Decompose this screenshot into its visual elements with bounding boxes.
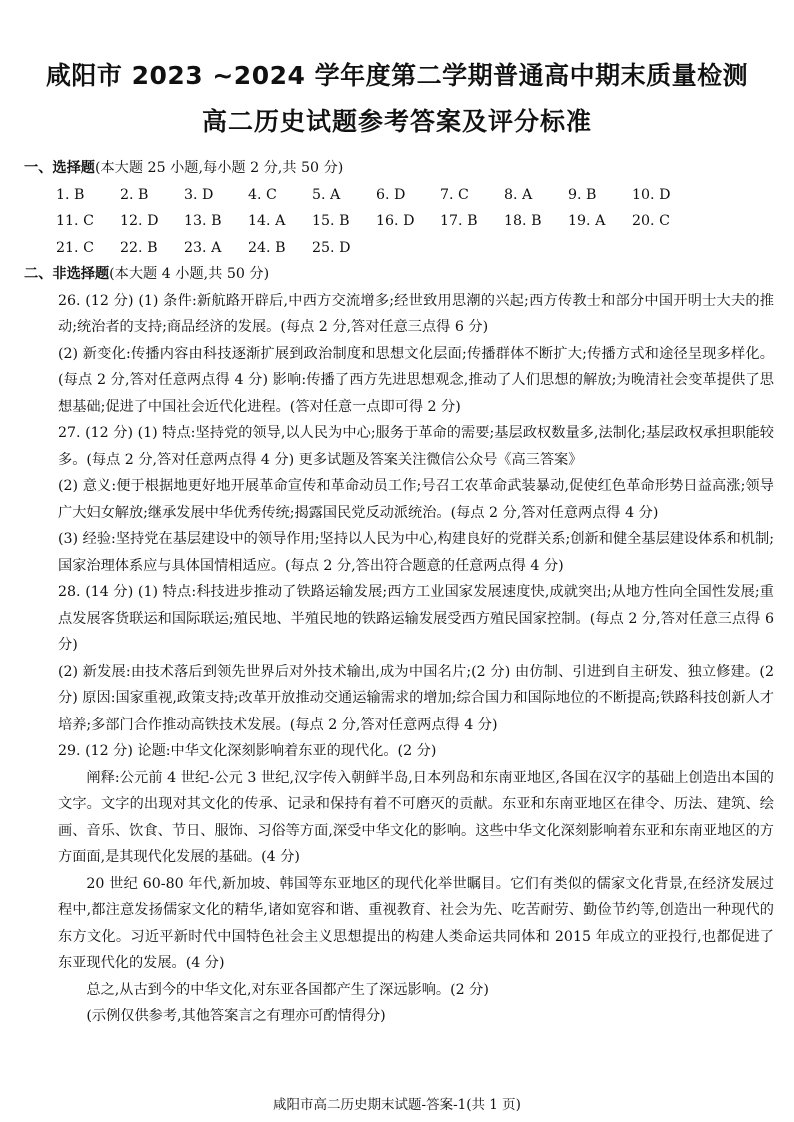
answer-content — [24, 155, 774, 1030]
answer-item: 14. A — [248, 213, 286, 229]
q28-part2: (2) 新发展:由技术落后到领先世界后对外技术输出,成为中国名片;(2 分) 由仿制、引进到自主研发、独立修建。(2 分) 原因:国家重视,政策支持;改革开放推动交通运输需求的增加;综合国力和国际地位的不断提高;铁路科技创新人才培养;多部门合作推动高铁技术发展。(每点 2 分,答对任意两点得 4 分) — [58, 663, 774, 733]
answer-row-2 — [24, 208, 774, 235]
answer-item: 4. C — [248, 186, 277, 203]
answer-item: 18. B — [504, 213, 542, 229]
answer-item: 17. B — [440, 213, 478, 229]
answer-item: 24. B — [248, 239, 286, 256]
answer-item: 5. A — [312, 186, 341, 203]
answer-item: 2. B — [120, 186, 149, 203]
q26-part1: 26. (12 分) (1) 条件:新航路开辟后,中西方交流增多;经世致用思潮的兴起;西方传教士和部分中国开明士大夫的推动;统治者的支持;商品经济的发展。(每点 2 分,答对任意三点得 6 分) — [58, 292, 774, 335]
answer-item: 6. D — [376, 186, 406, 203]
answer-item: 20. C — [632, 213, 670, 229]
answer-item: 22. B — [120, 239, 158, 256]
q27-part1: 27. (12 分) (1) 特点:坚持党的领导,以人民为中心;服务于革命的需要;基层政权数量多,法制化;基层政权承担职能较多。(每点 2 分,答对任意两点得 4 分) 更多试题及答案关注微信公众号《高三答案》 — [58, 425, 774, 468]
answer-item: 12. D — [120, 213, 159, 229]
answer-item: 10. D — [632, 186, 671, 203]
q27-part2: (2) 意义:便于根据地更好地开展革命宣传和革命动员工作;号召工农革命武装暴动,促使红色革命形势日益高涨;领导广大妇女解放;继承发展中华优秀传统;揭露国民党反动派统治。(每点 2 分,答对任意两点得 4 分) — [58, 478, 774, 521]
answer-item: 3. D — [184, 186, 214, 203]
answer-item: 9. B — [568, 186, 597, 203]
q29-note: (示例仅供参考,其他答案言之有理亦可酌情得分) — [86, 1008, 386, 1024]
q27-part3: (3) 经验:坚持党在基层建设中的领导作用;坚持以人民为中心,构建良好的党群关系;创新和健全基层建设体系和机制;国家治理体系应与具体国情相适应。(每点 2 分,答出符合题意的任意两点得 4 分) — [58, 531, 774, 574]
answer-item: 16. D — [376, 213, 415, 229]
answer-item: 25. D — [312, 239, 351, 256]
q29-thesis: 29. (12 分) 论题:中华文化深刻影响着东亚的现代化。(2 分) — [58, 743, 437, 759]
answer-item: 21. C — [56, 239, 94, 256]
q29-explanation: 阐释:公元前 4 世纪-公元 3 世纪,汉字传入朝鲜半岛,日本列岛和东南亚地区,各国在汉字的基础上创造出本国的文字。文字的出现对其文化的传承、记录和保持有着不可磨灭的贡献。东亚和东南亚地区在律令、历法、建筑、绘画、音乐、饮食、节日、服饰、习俗等方面,深受中华文化的影响。这些中华文化深刻影响着东亚和东南亚地区的方方面面,是其现代化发展的基础。(4 分) — [58, 769, 774, 865]
answer-item: 7. C — [440, 186, 469, 203]
promo-text: 更多试题及答案关注微信公众号《高三答案》 — [294, 451, 583, 468]
document-title: 咸阳市 2023 ~2024 学年度第二学期普通高中期末质量检测 — [45, 61, 749, 90]
answer-row-1 — [24, 182, 774, 209]
answer-item: 19. A — [568, 213, 606, 229]
answer-item: 23. A — [184, 239, 222, 256]
answer-item: 13. B — [184, 213, 222, 229]
answer-item: 11. C — [56, 213, 94, 229]
section-1-heading: 一、选择题(本大题 25 小题,每小题 2 分,共 50 分) — [24, 160, 344, 176]
document-subtitle: 高二历史试题参考答案及评分标准 — [201, 107, 592, 136]
answer-item: 1. B — [56, 186, 85, 203]
answer-row-3 — [24, 235, 774, 262]
q28-part1: 28. (14 分) (1) 特点:科技进步推动了铁路运输发展;西方工业国家发展速度快,成就突出;从地方性向全国性发展;重点发展客货联运和国际联运;殖民地、半殖民地的铁路运输发展受西方殖民国家控制。(每点 2 分,答对任意三点得 6 分) — [58, 584, 774, 653]
q29-conclusion: 总之,从古到今的中华文化,对东亚各国都产生了深远影响。(2 分) — [86, 981, 489, 998]
section-2-heading: 二、非选择题(本大题 4 小题,共 50 分) — [24, 266, 270, 282]
q29-modern: 20 世纪 60-80 年代,新加坡、韩国等东亚地区的现代化举世瞩目。它们有类似的儒家文化背景,在经济发展过程中,都注意发扬儒家文化的精华,诸如宽容和谐、重视教育、社会为先、吃苦耐劳、勤俭节约等,创造出一种现代的东方文化。习近平新时代中国特色社会主义思想提出的构建人类命运共同体和 2015 年成立的亚投行,也都促进了东亚现代化的发展。(4 分) — [58, 875, 774, 971]
page-footer: 咸阳市高二历史期末试题-答案-1(共 1 页) — [273, 1097, 521, 1113]
q26-part2: (2) 新变化:传播内容由科技逐渐扩展到政治制度和思想文化层面;传播群体不断扩大;传播方式和途径呈现多样化。(每点 2 分,答对任意两点得 4 分) 影响:传播了西方先进思想观念,推动了人们思想的解放;为晚清社会变革提供了思想基础;促进了中国社会近代化进程。(答对任意一点即可得 2 分) — [58, 345, 774, 415]
answer-item: 8. A — [504, 186, 533, 203]
answer-item: 15. B — [312, 213, 350, 229]
